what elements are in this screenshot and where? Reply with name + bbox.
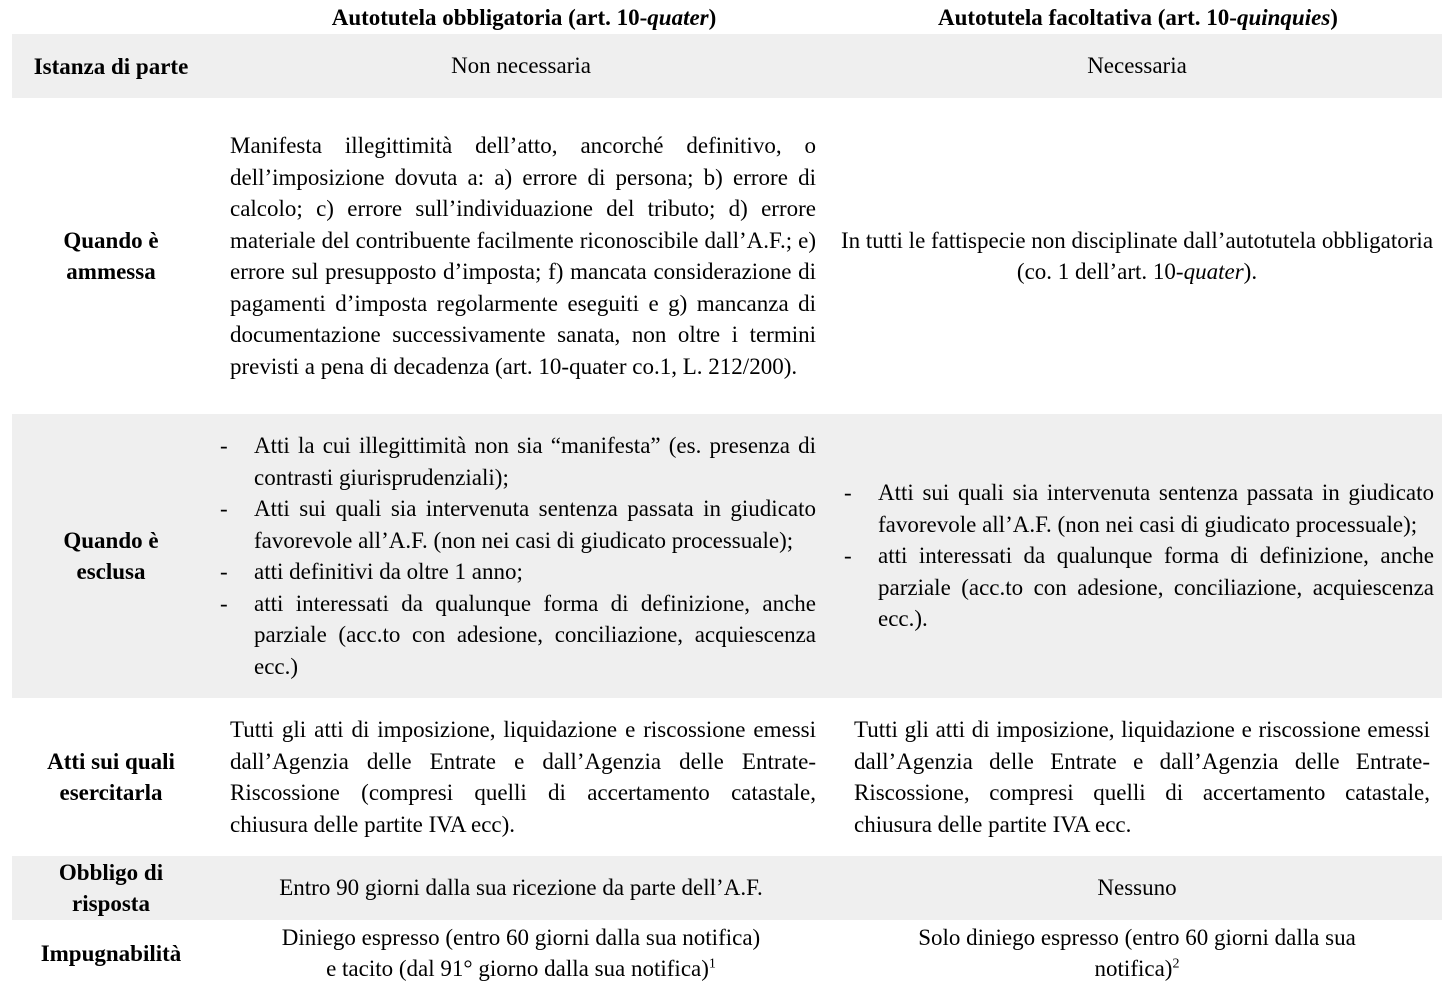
cell-obbligo-obbligatoria: Entro 90 giorni dalla sua ricezione da parte dell’A.F. bbox=[279, 875, 763, 901]
list-item: - Atti sui quali sia intervenuta sentenza passata in giudicato favorevole all’A.F. (non nei casi di giudicato processuale); bbox=[834, 477, 1434, 540]
list-item: - atti definitivi da oltre 1 anno; bbox=[210, 556, 816, 588]
cell-impugnabilita-facoltativa: Solo diniego espresso (entro 60 giorni dalla sua notifica)$^2$ bbox=[918, 924, 1356, 981]
list-item: - atti interessati da qualunque forma di definizione, anche parziale (acc.to con adesione, conciliazione, acquiescenza ecc.). bbox=[834, 540, 1434, 635]
row-label-ammessa: Quando è ammessa bbox=[63, 228, 159, 284]
table-row-ammessa bbox=[12, 98, 1442, 414]
cell-istanza-obbligatoria: Non necessaria bbox=[451, 53, 591, 79]
exclusion-list-facoltativa bbox=[834, 477, 1434, 635]
list-item: - atti interessati da qualunque forma di definizione, anche parziale (acc.to con adesione, conciliazione, acquiescenza ecc.) bbox=[210, 588, 816, 683]
cell-ammessa-obbligatoria: Manifesta illegittimità dell’atto, ancorché definitivo, o dell’imposizione dovuta a: a) errore di persona; b) errore di calcolo; c) errore sull’individuazione del tributo; d) errore materiale del contribuente facilmente riconoscibile dall’A.F.; e) errore sul presupposto d’imposta; f) mancata considerazione di pagamenti d’imposta regolarmente eseguiti e g) mancanza di documentazione successivamente sanata, non oltre i termini previsti a pena di decadenza (art. 10-quater co.1, L. 212/200). bbox=[230, 133, 816, 379]
cell-impugnabilita-obbligatoria: Diniego espresso (entro 60 giorni dalla sua notifica) e tacito (dal 91° giorno dalla sua notifica)$^1$ bbox=[281, 924, 761, 981]
row-label-impugnabilita: Impugnabilità bbox=[40, 940, 182, 966]
list-item: - Atti la cui illegittimità non sia “manifesta” (es. presenza di contrasti giurisprudenziali); bbox=[210, 430, 816, 493]
footnote-ref: 2 bbox=[1172, 956, 1180, 972]
cell-esclusa-facoltativa bbox=[832, 414, 1442, 698]
row-label-istanza: Istanza di parte bbox=[33, 53, 189, 79]
footnote-ref: 1 bbox=[708, 956, 716, 972]
table-row-istanza bbox=[12, 34, 1442, 98]
row-label-esclusa: Quando è esclusa bbox=[63, 528, 159, 584]
cell-atti-facoltativa: Tutti gli atti di imposizione, liquidazione e riscossione emessi dall’Agenzia delle Entrate e dall’Agenzia delle Entrate-Riscossione, compresi quelli di accertamento catastale, chiusura delle partite IVA ecc. bbox=[854, 717, 1430, 837]
cell-istanza-facoltativa: Necessaria bbox=[1087, 53, 1187, 79]
cell-obbligo-facoltativa: Nessuno bbox=[1097, 875, 1177, 901]
table-row-atti bbox=[12, 698, 1442, 856]
column-header-obbligatoria: Autotutela obbligatoria (art. 10-quater) bbox=[331, 5, 717, 30]
table-row-esclusa bbox=[12, 414, 1442, 698]
table-row-obbligo bbox=[12, 856, 1442, 920]
row-label-obbligo: Obbligo di risposta bbox=[58, 860, 164, 916]
cell-esclusa-obbligatoria bbox=[210, 414, 832, 698]
list-item: - Atti sui quali sia intervenuta sentenza passata in giudicato favorevole all’A.F. (non nei casi di giudicato processuale); bbox=[210, 493, 816, 556]
cell-ammessa-facoltativa: In tutti le fattispecie non disciplinate dall’autotutela obbligatoria (co. 1 dell’art. 10-quater). bbox=[840, 227, 1434, 284]
exclusion-list-obbligatoria bbox=[210, 430, 816, 682]
column-header-facoltativa: Autotutela facoltativa (art. 10-quinquies) bbox=[938, 5, 1338, 30]
cell-atti-obbligatoria: Tutti gli atti di imposizione, liquidazione e riscossione emessi dall’Agenzia delle Entrate e dall’Agenzia delle Entrate-Riscossione (compresi quelli di accertamento catastale, chiusura delle partite IVA ecc). bbox=[230, 717, 816, 837]
row-label-atti: Atti sui quali esercitarla bbox=[47, 749, 175, 805]
table-row-impugnabilita bbox=[12, 920, 1442, 986]
